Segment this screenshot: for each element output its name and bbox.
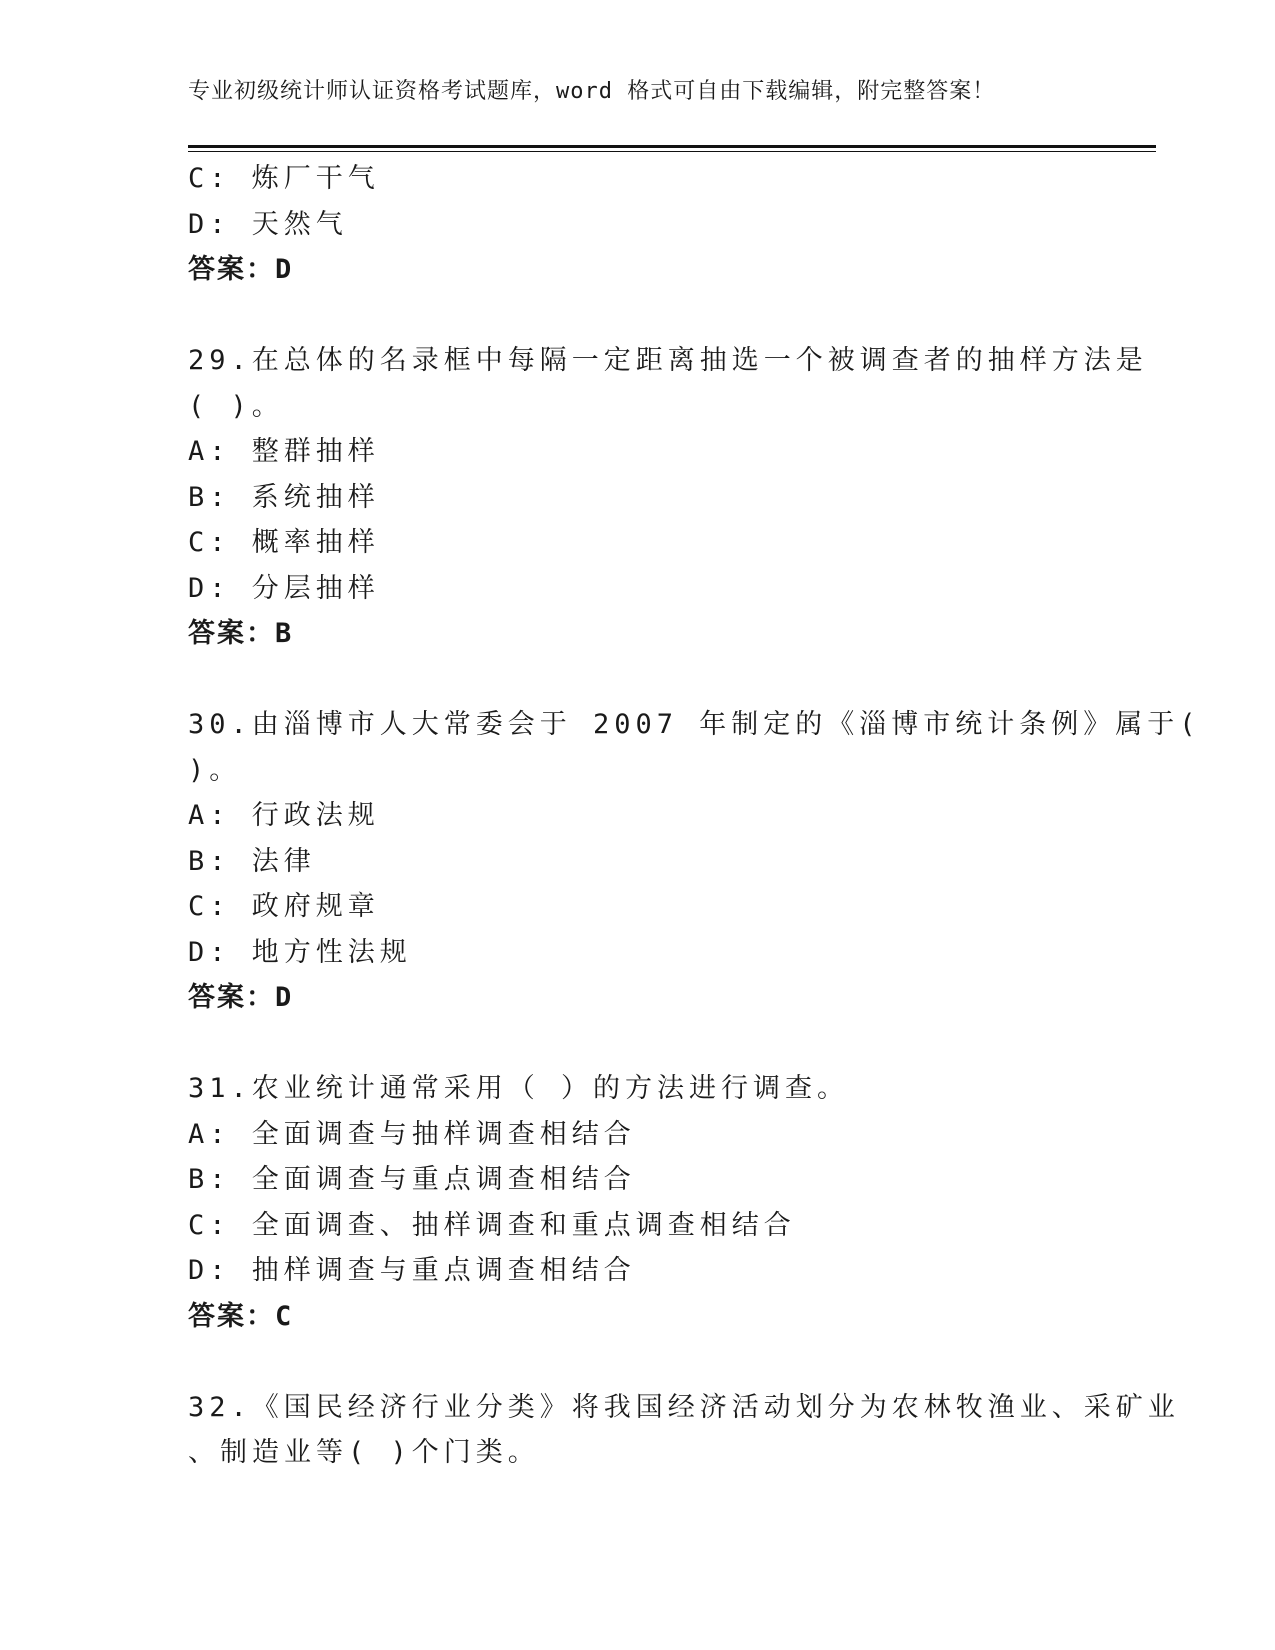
option-a: A: 整群抽样 — [188, 436, 380, 467]
option-b: B: 全面调查与重点调查相结合 — [188, 1164, 636, 1195]
option-a: A: 全面调查与抽样调查相结合 — [188, 1118, 636, 1150]
option-c: C: 政府规章 — [188, 891, 380, 922]
option-d: D: 地方性法规 — [188, 936, 412, 968]
answer: 答案：B — [188, 618, 294, 649]
answer: 答案：C — [188, 1300, 294, 1332]
question-stem: 29.在总体的名录框中每隔一定距离抽选一个被调查者的抽样方法是 — [188, 345, 1148, 376]
option-d: D: 抽样调查与重点调查相结合 — [188, 1255, 636, 1286]
question-stem: 31.农业统计通常采用（ ）的方法进行调查。 — [188, 1073, 850, 1104]
option-c: C: 炼厂干气 — [188, 163, 380, 194]
question-stem: 32.《国民经济行业分类》将我国经济活动划分为农林牧渔业、采矿业 — [188, 1391, 1180, 1423]
option-b: B: 法律 — [188, 845, 316, 877]
page-header: 专业初级统计师认证资格考试题库，word 格式可自由下载编辑，附完整答案！ — [188, 79, 996, 104]
header-rule-thin — [188, 151, 1156, 152]
header-rule-thick — [188, 145, 1156, 148]
option-b: B: 系统抽样 — [188, 481, 380, 513]
question-stem: ( )。 — [188, 390, 284, 422]
question-content — [188, 156, 1201, 1476]
option-d: D: 分层抽样 — [188, 572, 380, 604]
question-stem: )。 — [188, 754, 242, 786]
answer: 答案：D — [188, 982, 294, 1013]
option-c: C: 概率抽样 — [188, 527, 380, 558]
option-d: D: 天然气 — [188, 208, 348, 240]
question-stem: 、制造业等( )个门类。 — [188, 1437, 540, 1468]
option-a: A: 行政法规 — [188, 800, 380, 831]
answer: 答案：D — [188, 254, 294, 285]
question-stem: 30.由淄博市人大常委会于 2007 年制定的《淄博市统计条例》属于( — [188, 709, 1201, 740]
option-c: C: 全面调查、抽样调查和重点调查相结合 — [188, 1209, 796, 1241]
